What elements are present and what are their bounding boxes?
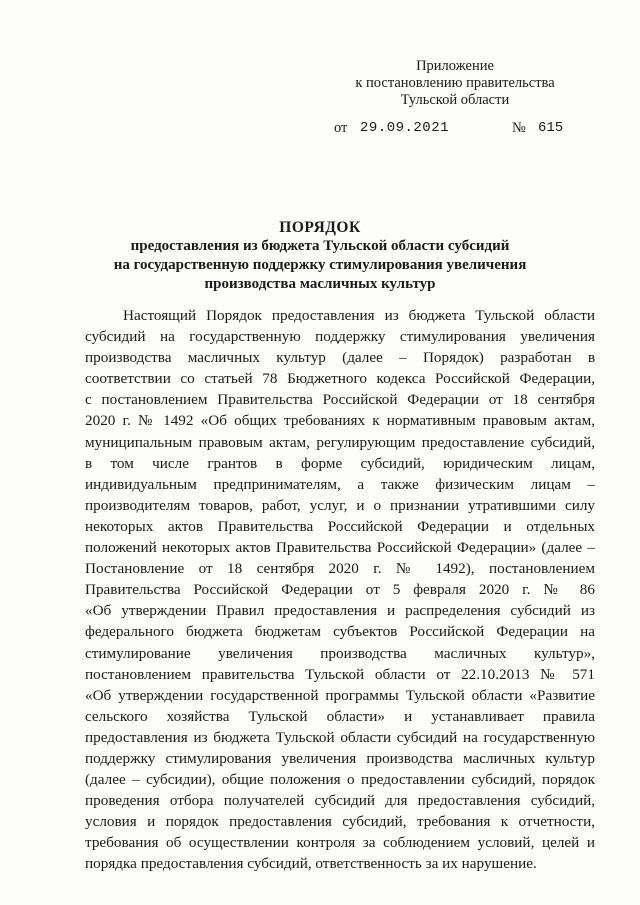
document-title [100,219,540,294]
body-line: некоторых актов Правительства Российской Федерации и отдельных [85,517,595,535]
body-line: 2020 г. № 1492 «Об общих требованиях к нормативным правовым актам, [85,412,595,430]
date-prefix: от [334,120,348,136]
body-line: сельского хозяйства Тульской области» и устанавливает правила [85,707,595,725]
body-line: проведения отбора получателей субсидий для предоставления субсидий, [85,792,595,810]
document-number: 615 [538,120,564,136]
body-line: порядка предоставления субсидий, ответственность за их нарушение. [85,855,537,873]
body-line: положений некоторых актов Правительства Российской Федерации» (далее – [85,539,595,557]
body-line: «Об утверждении Правил предоставления и распределения субсидий из [85,602,595,620]
body-line: условия и порядок предоставления субсидий, требования к отчетности, [85,813,595,831]
appendix-line: Приложение [416,58,494,74]
body-paragraph [85,305,595,875]
body-line: в том числе грантов в форме субсидий, юридическим лицам, [85,454,595,472]
body-line: муниципальным правовым актам, регулирующим предоставление субсидий, [85,433,595,451]
appendix-line: Тульской области [400,92,510,108]
document-date: 29.09.2021 [360,120,450,136]
body-line: требования об осуществлении контроля за соблюдением условий, целей и [85,834,595,852]
appendix-header [330,58,580,109]
body-line: предоставления из бюджета Тульской области субсидий на государственную [85,728,595,746]
body-line: Правительства Российской Федерации от 5 февраля 2020 г. № 86 [85,581,595,599]
body-line: с постановлением Правительства Российской Федерации от 18 сентября [85,391,595,409]
body-line: Постановление от 18 сентября 2020 г. № 1492), постановлением [85,560,595,578]
body-line: субсидий на государственную поддержку стимулирования увеличения [85,328,595,346]
body-line: производства масличных культур (далее – Порядок) разработан в [85,349,595,367]
body-line: стимулирование увеличения производства масличных культур», [85,644,595,662]
number-sign: № [512,120,526,136]
body-line: соответствии со статьей 78 Бюджетного кодекса Российской Федерации, [85,370,595,388]
body-line: производителям товаров, работ, услуг, и о признании утратившими силу [85,496,595,514]
body-line: постановлением правительства Тульской области от 22.10.2013 № 571 [85,665,595,683]
body-line: федерального бюджета бюджетам субъектов Российской Федерации на [85,623,595,641]
title-subtitle-line: предоставления из бюджета Тульской области субсидий [130,238,510,254]
title-main: ПОРЯДОК [279,219,361,236]
body-line: поддержку стимулирования увеличения производства масличных культур [85,749,595,767]
body-line: «Об утверждении государственной программы Тульской области «Развитие [85,686,595,704]
title-subtitle-line: на государственную поддержку стимулирования увеличения [113,257,527,273]
appendix-line: к постановлению правительства [355,75,555,91]
title-subtitle-line: производства масличных культур [204,276,436,292]
body-line: Настоящий Порядок предоставления из бюджета Тульской области [123,307,595,324]
body-line: (далее – субсидии), общие положения о предоставлении субсидий, порядок [85,771,595,789]
body-line: индивидуальным предпринимателям, а также физическим лицам – [85,475,595,493]
